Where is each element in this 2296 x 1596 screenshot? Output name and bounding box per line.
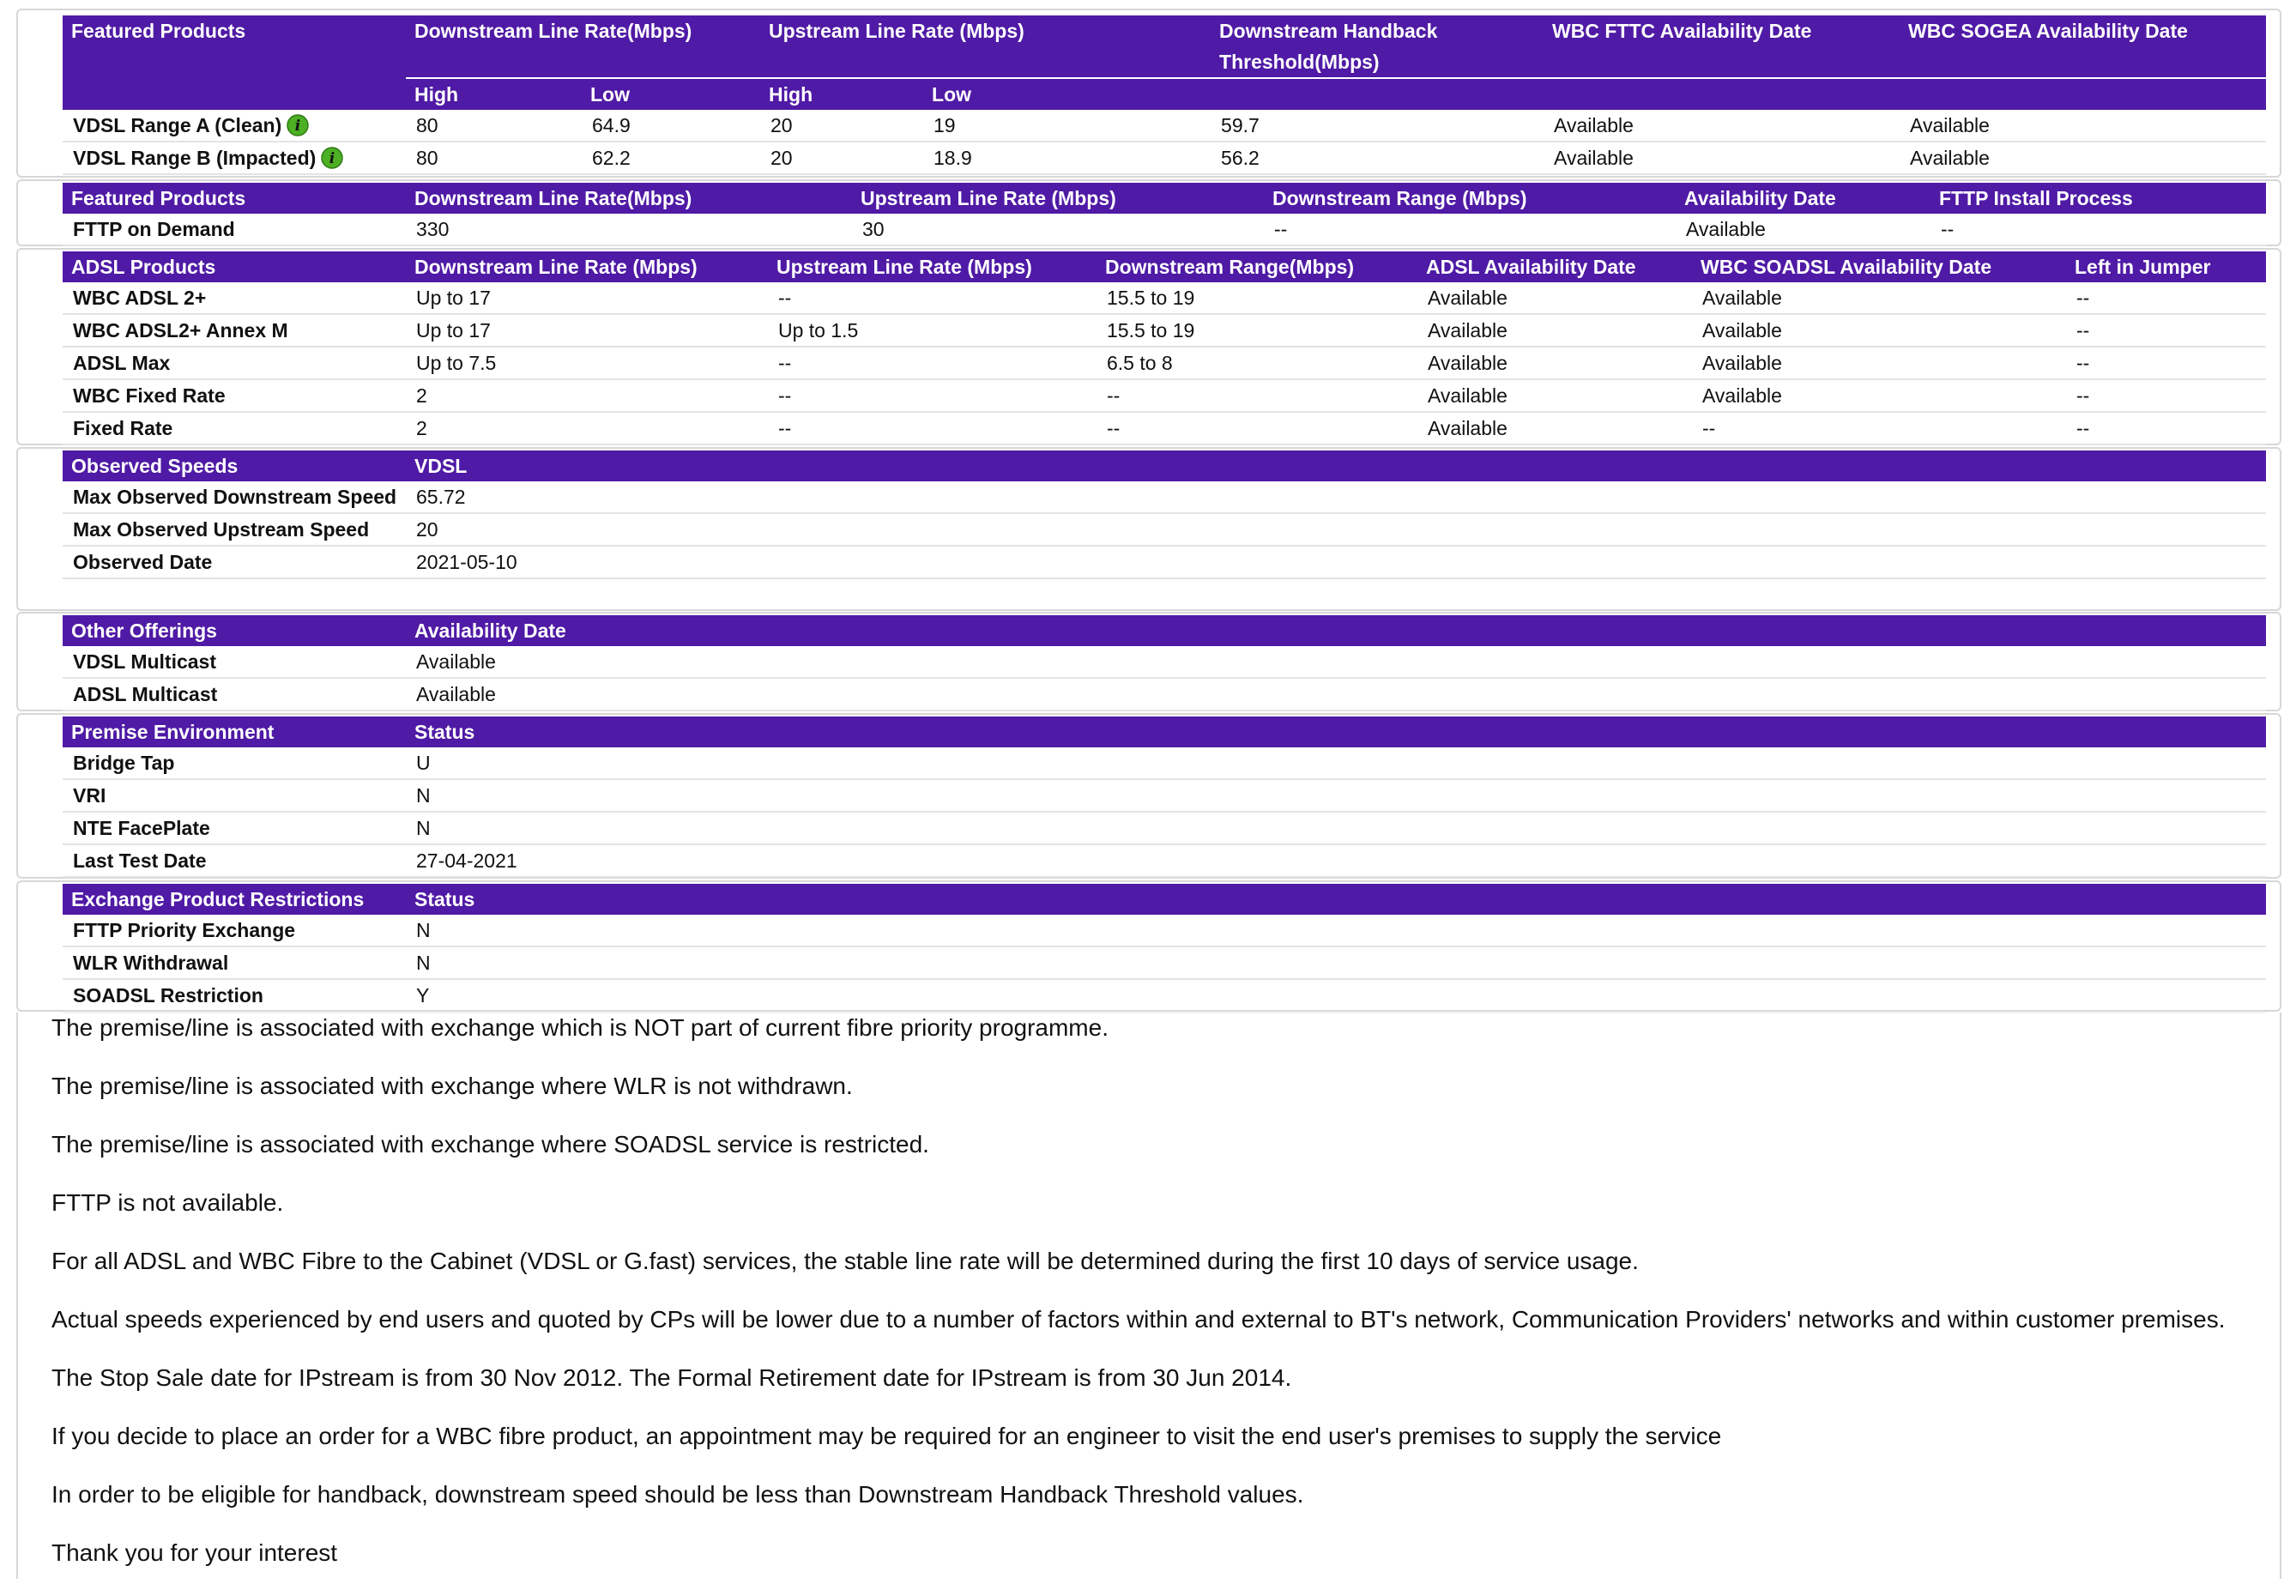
row-label: WBC Fixed Rate <box>63 379 406 412</box>
table-row <box>63 314 2266 347</box>
cell: 59.7 <box>1211 110 1544 142</box>
cell: 2 <box>406 412 768 444</box>
cell: U <box>406 747 2266 779</box>
product-name: VDSL Range B (Impacted) <box>73 147 317 169</box>
fttp-panel <box>16 179 2281 246</box>
col-header: Left in Jumper <box>2066 251 2266 282</box>
table-row <box>63 546 2266 578</box>
table-row <box>63 747 2266 779</box>
cell: 6.5 to 8 <box>1097 347 1417 379</box>
cell: -- <box>1097 379 1417 412</box>
note-text: For all ADSL and WBC Fibre to the Cabinet (VDSL or G.fast) services, the stable line rate will be determined during the first 10 days of service usage. <box>51 1248 1639 1274</box>
row-label: VRI <box>63 779 406 812</box>
col-header: WBC SOADSL Availability Date <box>1692 251 2066 282</box>
table-row <box>63 946 2266 979</box>
cell: Available <box>1676 214 1930 245</box>
cell: 18.9 <box>923 142 1211 174</box>
row-label: ADSL Max <box>63 347 406 379</box>
row-label: Last Test Date <box>63 844 406 877</box>
table-row <box>63 513 2266 546</box>
cell: Available <box>1692 282 2066 314</box>
notes-section <box>51 1013 2265 1596</box>
other-offerings-panel <box>16 612 2281 711</box>
cell: Up to 17 <box>406 282 768 314</box>
row-label <box>63 110 406 142</box>
col-header: Other Offerings <box>63 615 406 646</box>
cell: 80 <box>406 110 582 142</box>
cell: N <box>406 812 2266 844</box>
col-header: VDSL <box>406 450 2266 481</box>
row-label: Max Observed Upstream Speed <box>63 513 406 546</box>
cell: 15.5 to 19 <box>1097 282 1417 314</box>
row-label: Bridge Tap <box>63 747 406 779</box>
cell: -- <box>768 379 1097 412</box>
cell: 65.72 <box>406 481 2266 513</box>
col-header: Upstream Line Rate (Mbps) <box>760 15 1211 78</box>
fttp-header-row <box>63 183 2266 214</box>
col-subheader: Low <box>582 78 760 110</box>
row-label: WBC ADSL 2+ <box>63 282 406 314</box>
cell: 19 <box>923 110 1211 142</box>
cell: Available <box>1900 110 2266 142</box>
cell: 30 <box>852 214 1264 245</box>
row-label: VDSL Multicast <box>63 646 406 678</box>
cell: 56.2 <box>1211 142 1544 174</box>
table-row <box>63 347 2266 379</box>
note-text: If you decide to place an order for a WBC fibre product, an appointment may be required for an engineer to visit the end user's premises to supply the service <box>51 1423 1722 1449</box>
cell: Available <box>1417 314 1692 347</box>
col-header: Downstream Range(Mbps) <box>1097 251 1417 282</box>
col-header: Observed Speeds <box>63 450 406 481</box>
col-subheader: Low <box>923 78 1211 110</box>
cell: Up to 7.5 <box>406 347 768 379</box>
cell: -- <box>2066 282 2266 314</box>
row-label: SOADSL Restriction <box>63 979 406 1012</box>
fttp-table <box>63 183 2266 246</box>
cell: 64.9 <box>582 110 760 142</box>
cell: -- <box>1097 412 1417 444</box>
cell: Available <box>1417 379 1692 412</box>
row-label: WLR Withdrawal <box>63 946 406 979</box>
col-header <box>63 78 406 110</box>
product-name: VDSL Range A (Clean) <box>73 114 282 136</box>
other-header-row <box>63 615 2266 646</box>
cell: Available <box>1692 379 2066 412</box>
note-text: In order to be eligible for handback, downstream speed should be less than Downstream Handback Threshold values. <box>51 1481 1304 1508</box>
col-header: Premise Environment <box>63 716 406 747</box>
cell: 20 <box>760 142 923 174</box>
cell: Available <box>1417 412 1692 444</box>
note-text: The premise/line is associated with exchange where SOADSL service is restricted. <box>51 1131 929 1158</box>
row-label: Fixed Rate <box>63 412 406 444</box>
cell: Available <box>1417 347 1692 379</box>
table-row <box>63 812 2266 844</box>
row-label: Observed Date <box>63 546 406 578</box>
cell: Available <box>406 678 2266 710</box>
col-header: Exchange Product Restrictions <box>63 884 406 915</box>
cell: Up to 1.5 <box>768 314 1097 347</box>
table-row <box>63 142 2266 174</box>
table-row <box>63 214 2266 245</box>
premise-environment-table <box>63 716 2266 878</box>
table-row <box>63 779 2266 812</box>
info-icon[interactable] <box>321 147 343 169</box>
note-text: Thank you for your interest <box>51 1539 338 1566</box>
exchange-restrictions-panel <box>16 880 2281 1012</box>
svg-text:i: i <box>295 118 301 135</box>
cell: 27-04-2021 <box>406 844 2266 877</box>
col-header: Status <box>406 884 2266 915</box>
col-header: ADSL Availability Date <box>1417 251 1692 282</box>
note-text: The premise/line is associated with exchange which is NOT part of current fibre priority programme. <box>51 1014 1109 1041</box>
note-text: The premise/line is associated with exchange where WLR is not withdrawn. <box>51 1073 853 1099</box>
table-row <box>63 379 2266 412</box>
svg-text:i: i <box>329 150 335 167</box>
cell: 80 <box>406 142 582 174</box>
premise-environment-panel <box>16 713 2281 879</box>
cell: Up to 17 <box>406 314 768 347</box>
cell: 2021-05-10 <box>406 546 2266 578</box>
table-row <box>63 412 2266 444</box>
col-header: Downstream Line Rate(Mbps) <box>406 183 852 214</box>
cell: -- <box>768 282 1097 314</box>
col-header: Status <box>406 716 2266 747</box>
adsl-panel <box>16 248 2281 445</box>
featured-products-table <box>63 15 2266 175</box>
cell: Available <box>1900 142 2266 174</box>
cell: N <box>406 946 2266 979</box>
row-label: FTTP Priority Exchange <box>63 915 406 946</box>
cell: -- <box>2066 412 2266 444</box>
col-header: Upstream Line Rate (Mbps) <box>768 251 1097 282</box>
cell: Y <box>406 979 2266 1012</box>
note-text: The Stop Sale date for IPstream is from 30 Nov 2012. The Formal Retirement date for IPstream is from 30 Jun 2014. <box>51 1364 1292 1391</box>
row-label: Max Observed Downstream Speed <box>63 481 406 513</box>
table-row <box>63 678 2266 710</box>
cell: -- <box>768 347 1097 379</box>
col-subheader <box>1544 78 1900 110</box>
col-subheader <box>1900 78 2266 110</box>
table-row <box>63 282 2266 314</box>
cell: -- <box>768 412 1097 444</box>
cell: 15.5 to 19 <box>1097 314 1417 347</box>
cell: 62.2 <box>582 142 760 174</box>
cell: -- <box>2066 379 2266 412</box>
table-row <box>63 979 2266 1012</box>
table-row <box>63 646 2266 678</box>
cell: Available <box>1417 282 1692 314</box>
adsl-table <box>63 251 2266 445</box>
col-header: Downstream Line Rate (Mbps) <box>406 251 768 282</box>
row-label: FTTP on Demand <box>63 214 406 245</box>
row-label: ADSL Multicast <box>63 678 406 710</box>
table-row <box>63 481 2266 513</box>
cell: 2 <box>406 379 768 412</box>
col-header: Featured Products <box>63 183 406 214</box>
exchange-header-row <box>63 884 2266 915</box>
other-offerings-table <box>63 615 2266 711</box>
col-header: Availability Date <box>1676 183 1930 214</box>
exchange-restrictions-table <box>63 884 2266 1013</box>
cell: -- <box>1692 412 2066 444</box>
col-header: Downstream Handback Threshold(Mbps) <box>1211 15 1544 78</box>
col-header: ADSL Products <box>63 251 406 282</box>
cell: Available <box>1544 142 1900 174</box>
col-subheader: High <box>760 78 923 110</box>
cell: -- <box>2066 314 2266 347</box>
col-header: Upstream Line Rate (Mbps) <box>852 183 1264 214</box>
col-subheader <box>1211 78 1544 110</box>
observed-speeds-panel <box>16 447 2281 611</box>
observed-header-row <box>63 450 2266 481</box>
cell: 20 <box>760 110 923 142</box>
table-row <box>63 915 2266 946</box>
col-header: FTTP Install Process <box>1930 183 2266 214</box>
col-subheader: High <box>406 78 582 110</box>
row-label: NTE FacePlate <box>63 812 406 844</box>
cell: 330 <box>406 214 852 245</box>
observed-speeds-table <box>63 450 2266 579</box>
table-row <box>63 110 2266 142</box>
cell: Available <box>1692 347 2066 379</box>
note-text: Actual speeds experienced by end users and quoted by CPs will be lower due to a number of factors within and external to BT's network, Communication Providers' networks and within customer premises. <box>51 1306 2226 1333</box>
note-text: FTTP is not available. <box>51 1189 284 1216</box>
cell: -- <box>1264 214 1676 245</box>
premise-header-row <box>63 716 2266 747</box>
adsl-header-row <box>63 251 2266 282</box>
cell: 20 <box>406 513 2266 546</box>
col-header: Downstream Range (Mbps) <box>1264 183 1676 214</box>
cell: Available <box>1692 314 2066 347</box>
cell: N <box>406 915 2266 946</box>
col-header: Downstream Line Rate(Mbps) <box>406 15 760 78</box>
featured-subheader-row <box>63 78 2266 110</box>
col-header: Featured Products <box>63 15 406 78</box>
cell: -- <box>1930 214 2266 245</box>
info-icon[interactable] <box>287 114 309 136</box>
col-header: WBC FTTC Availability Date <box>1544 15 1900 78</box>
cell: -- <box>2066 347 2266 379</box>
featured-header-row <box>63 15 2266 78</box>
col-header: WBC SOGEA Availability Date <box>1900 15 2266 78</box>
col-header: Availability Date <box>406 615 2266 646</box>
cell: Available <box>406 646 2266 678</box>
row-label: WBC ADSL2+ Annex M <box>63 314 406 347</box>
cell: Available <box>1544 110 1900 142</box>
table-row <box>63 844 2266 877</box>
featured-products-panel <box>16 9 2281 178</box>
cell: N <box>406 779 2266 812</box>
row-label <box>63 142 406 174</box>
